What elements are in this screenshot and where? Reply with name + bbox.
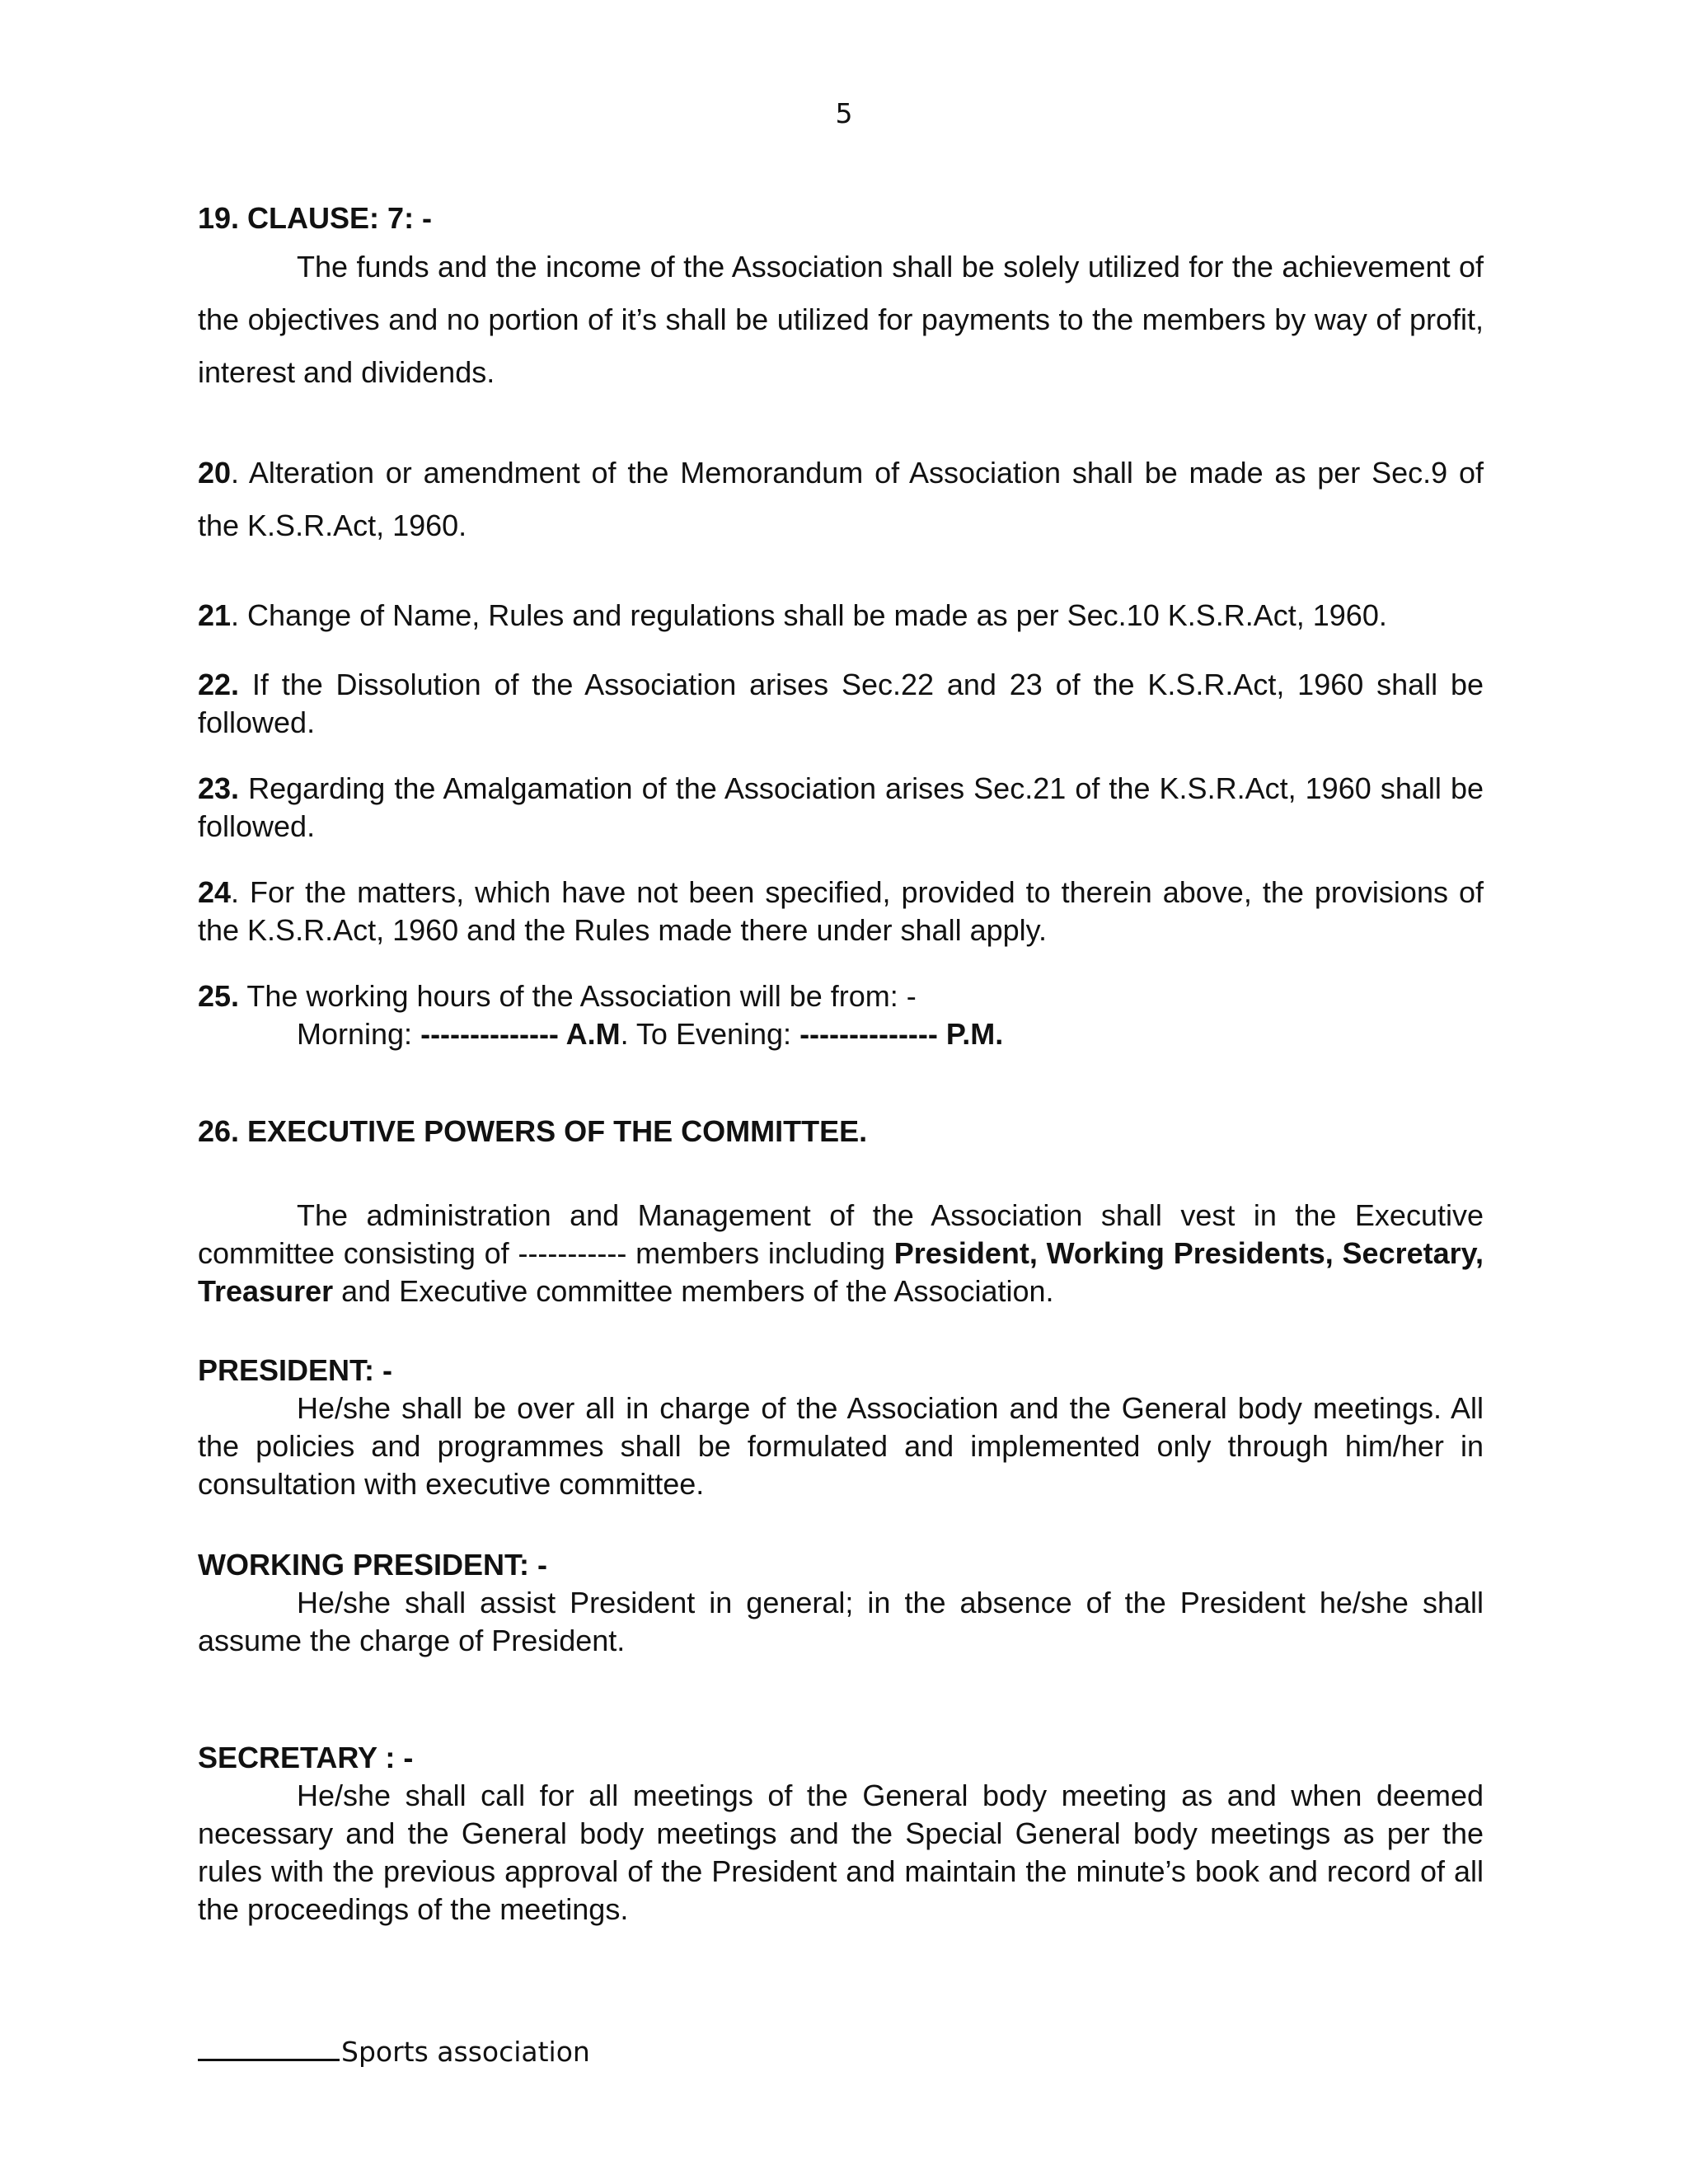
president-text: He/she shall be over all in charge of the Association and the General body meetings. All the policies and programmes shall be formulated and implemented only through him/her in consultation with executive committee.	[198, 1391, 1484, 1501]
clause-25	[198, 977, 1484, 1015]
clause-25-text: The working hours of the Association will be from: -	[239, 979, 917, 1013]
clause-26-heading: 26. EXECUTIVE POWERS OF THE COMMITTEE.	[198, 1114, 868, 1148]
clause-22-text: If the Dissolution of the Association arises Sec.22 and 23 of the K.S.R.Act, 1960 shall be followed.	[198, 668, 1484, 739]
clause-20	[198, 447, 1484, 552]
morning-value: -------------- A.M	[420, 1017, 621, 1051]
clause-20-number: 20	[198, 456, 232, 490]
signature-line	[198, 2059, 340, 2061]
footer	[198, 2036, 590, 2068]
clause-21-text: . Change of Name, Rules and regulations shall be made as per Sec.10 K.S.R.Act, 1960.	[231, 598, 1387, 632]
evening-label: . To Evening:	[620, 1017, 800, 1051]
secretary-text: He/she shall call for all meetings of the General body meeting as and when deemed necessary and the General body meetings and the Special General body meetings as per the rules with the previous approval of the President and maintain the minute’s book and record of all the proceedings of the meetings.	[198, 1779, 1484, 1926]
clause-23-text: Regarding the Amalgamation of the Association arises Sec.21 of the K.S.R.Act, 1960 shall be followed.	[198, 771, 1484, 843]
clause-20-text: . Alteration or amendment of the Memorandum of Association shall be made as per Sec.9 of the K.S.R.Act, 1960.	[198, 456, 1484, 542]
clause-21	[198, 597, 1484, 635]
clause-26-text-a: The administration and Management of the Association shall vest in the Executive committee consisting of ----------- members including	[198, 1198, 1484, 1270]
clause-19-text: The funds and the income of the Association shall be solely utilized for the achievement of the objectives and no portion of it’s shall be utilized for payments to the members by way of profit, interest and dividends.	[198, 250, 1484, 389]
footer-text: Sports association	[341, 2036, 590, 2068]
clause-26-bold-roles: President, Working Presidents, Secretary, Treasurer	[198, 1236, 1484, 1308]
secretary-heading: SECRETARY : -	[198, 1741, 414, 1774]
clause-21-number: 21	[198, 598, 232, 632]
clause-23	[198, 770, 1484, 846]
clause-22-number: 22.	[198, 668, 240, 701]
president-heading: PRESIDENT: -	[198, 1353, 393, 1387]
document-body	[198, 199, 1484, 1929]
working-hours-line	[198, 1015, 1484, 1053]
clause-24-number: 24	[198, 875, 232, 909]
clause-26-text-b: and Executive committee members of the Association.	[333, 1274, 1054, 1308]
clause-24-text: . For the matters, which have not been specified, provided to therein above, the provisions of the K.S.R.Act, 1960 and the Rules made there under shall apply.	[198, 875, 1484, 947]
clause-24	[198, 874, 1484, 949]
clause-26-text	[198, 1197, 1484, 1310]
clause-19-heading: 19. CLAUSE: 7: -	[198, 201, 433, 235]
working-president-text: He/she shall assist President in general; in the absence of the President he/she shall assume the charge of President.	[198, 1586, 1484, 1657]
clause-25-number: 25.	[198, 979, 240, 1013]
morning-label: Morning:	[297, 1017, 421, 1051]
clause-23-number: 23.	[198, 771, 240, 805]
clause-22	[198, 666, 1484, 742]
page-number: 5	[835, 97, 853, 129]
evening-value: -------------- P.M.	[799, 1017, 1004, 1051]
working-president-heading: WORKING PRESIDENT: -	[198, 1548, 548, 1582]
